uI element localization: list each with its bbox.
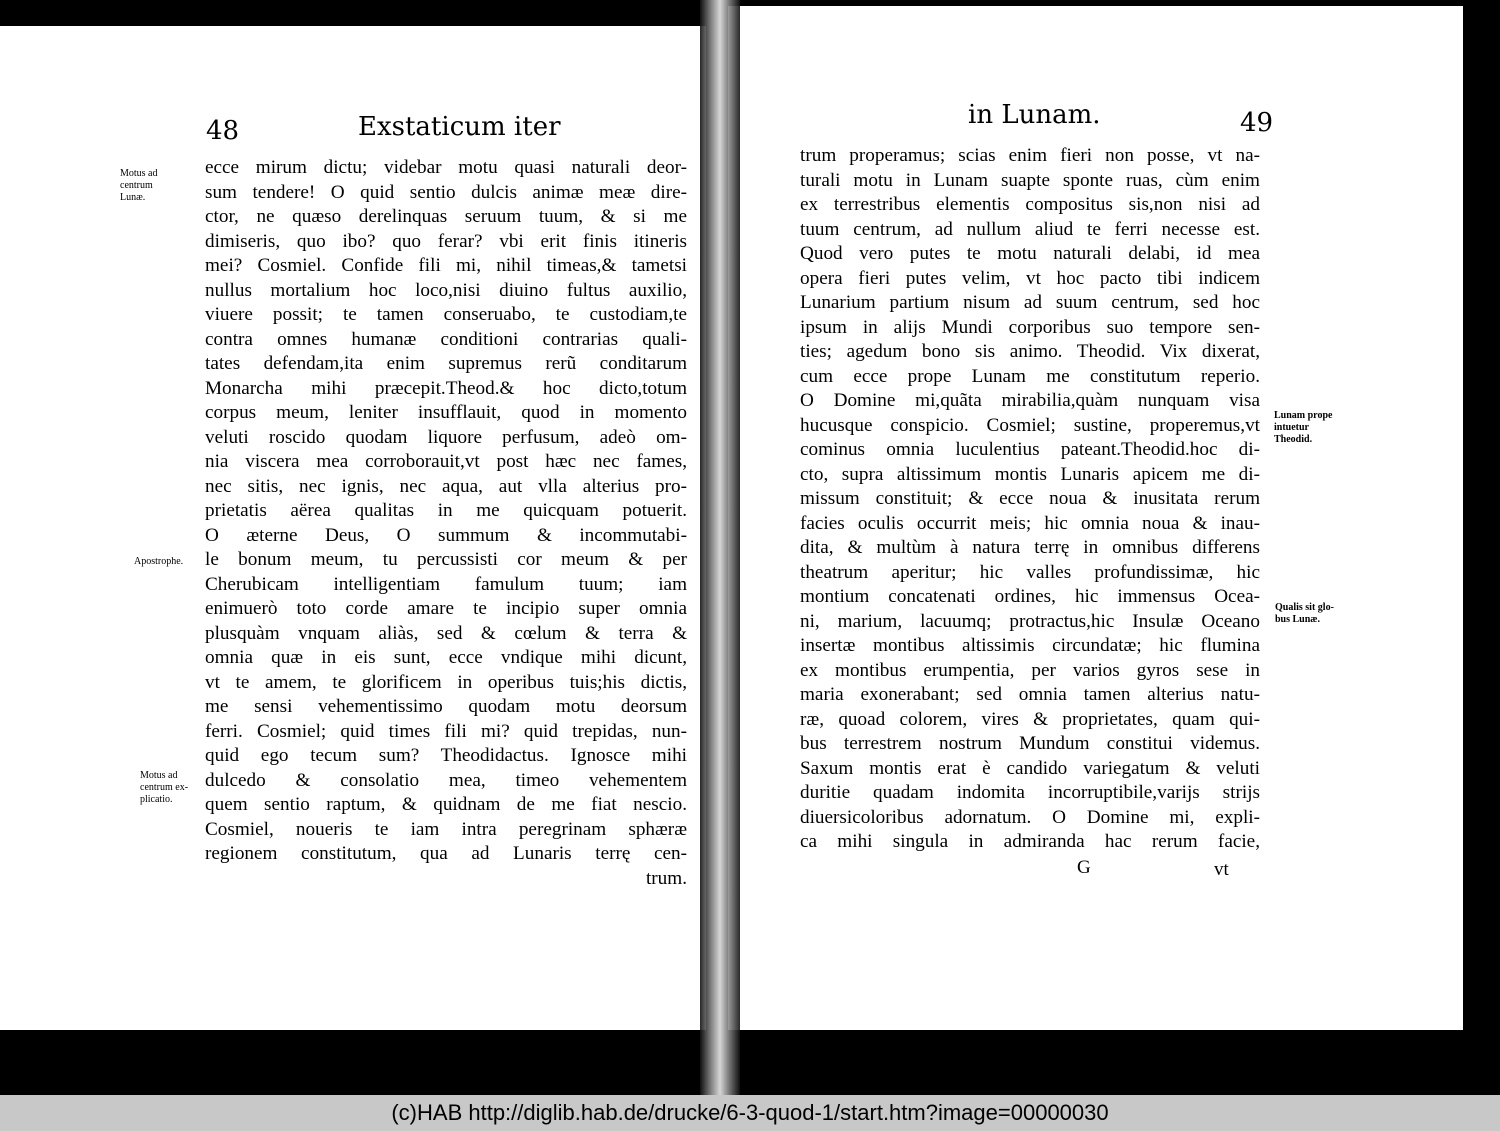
- marginal-note-line: Qualis sit glo-: [1275, 602, 1334, 613]
- text-line: missum constituit; & ecce noua & inusitata rerum: [800, 488, 1260, 509]
- text-line: veluti roscido quodam liquore perfusum, adeò om-: [205, 426, 687, 448]
- text-line: theatrum aperitur; hic valles profundissimæ, hic: [800, 561, 1260, 583]
- text-line: cum ecce prope Lunam me constitutum reperio.: [800, 365, 1260, 387]
- text-block: [205, 156, 687, 891]
- text-line: montium concatenati ordines, hic immensus Ocea-: [800, 586, 1260, 607]
- text-line: Cosmiel, noueris te iam intra peregrinam sphæræ: [205, 818, 687, 840]
- text-line: dita, & multùm à natura terrę in omnibus differens: [800, 537, 1260, 558]
- text-line: Saxum montis erat è candido variegatum & veluti: [800, 757, 1260, 779]
- text-line: cto, supra altissimum montis Lunaris apicem me di-: [800, 463, 1260, 485]
- text-line: ca mihi singula in admiranda hac rerum facie,: [800, 831, 1260, 852]
- marginal-note-line: centrum: [120, 180, 153, 191]
- marginal-note-line: plicatio.: [140, 794, 173, 805]
- page-number: 49: [1240, 108, 1274, 138]
- marginal-note-line: bus Lunæ.: [1275, 614, 1321, 625]
- text-line: O Domine mi,quãta mirabilia,quàm nunquam visa: [800, 390, 1260, 411]
- text-line: dulcedo & consolatio mea, timeo vehementem: [205, 769, 687, 791]
- catchword: vt: [1214, 859, 1229, 880]
- text-line: facies oculis occurrit meis; hic omnia noua & inau-: [800, 512, 1260, 534]
- copyright-text: (c)HAB http://diglib.hab.de/drucke/6-3-quod-1/start.htm?image=00000030: [391, 1100, 1109, 1125]
- text-line: Lunarium partium nisum ad suum centrum, sed hoc: [800, 292, 1260, 313]
- text-line: dimiseris, quo ibo? quo ferar? vbi erit finis itineris: [205, 230, 687, 252]
- text-line: quem sentio raptum, & quidnam de me fiat nescio.: [205, 794, 687, 815]
- text-line: tates defendam,ita enim supremus rerũ conditarum: [205, 353, 687, 374]
- text-line: nullus mortalium hoc loco,nisi diuino fultus auxilio,: [205, 279, 687, 301]
- text-line: ni, marium, lacuumq; protractus,hic Insulæ Oceano: [800, 610, 1260, 632]
- marginal-note-line: Theodid.: [1274, 434, 1313, 445]
- text-line: sum tendere! O quid sentio dulcis animæ meæ dire-: [205, 181, 687, 203]
- text-line: Monarcha mihi præcepit.Theod.& hoc dicto,totum: [205, 377, 687, 399]
- text-line: me sensi vehementissimo quodam motu deorsum: [205, 696, 687, 717]
- marginal-note-line: Motus ad: [120, 168, 158, 179]
- marginal-note: [1274, 410, 1332, 446]
- text-line: enimuerò toto corde amare te incipio super omnia: [205, 598, 687, 619]
- marginal-note-line: Lunæ.: [120, 192, 146, 203]
- text-line: hucusque conspicio. Cosmiel; sustine, properemus,vt: [800, 414, 1260, 436]
- text-line: regionem constitutum, qua ad Lunaris terrę cen-: [205, 843, 687, 864]
- page-number: 48: [206, 116, 240, 146]
- text-line: Quod vero putes te motu naturali delabi, id mea: [800, 243, 1260, 264]
- text-line: ræ, quoad colorem, vires & proprietates, quam qui-: [800, 708, 1260, 730]
- marginal-note: [134, 556, 183, 568]
- text-line: insertæ montibus altissimis circundatæ; hic flumina: [800, 635, 1260, 656]
- marginal-note: [120, 168, 158, 204]
- text-line: nia viscera mea corroborauit,vt post hæc nec fames,: [205, 451, 687, 472]
- marginal-note-line: Apostrophe.: [134, 556, 184, 567]
- text-line: ipsum in alijs Mundi corporibus suo tempore sen-: [800, 316, 1260, 338]
- text-line: diuersicoloribus adornatum. O Domine mi, expli-: [800, 806, 1260, 828]
- catchword: trum.: [645, 867, 687, 889]
- text-line: mei? Cosmiel. Confide fili mi, nihil timeas,& tametsi: [205, 255, 687, 276]
- text-line: plusquàm vnquam aliàs, sed & cœlum & terra &: [205, 622, 687, 644]
- text-line: ctor, ne quæso derelinquas seruum tuum, & si me: [205, 206, 687, 227]
- marginal-note: [140, 770, 188, 806]
- text-line: tuum centrum, ad nullum aliud te ferri necesse est.: [800, 218, 1260, 240]
- text-line: bus terrestrem nostrum Mundum constitui videmus.: [800, 733, 1260, 754]
- text-line: turali motu in Lunam suapte sponte ruas, cùm enim: [800, 169, 1260, 191]
- text-line: duritie quadam indomita incorruptibile,varijs strijs: [800, 782, 1260, 803]
- text-line: ecce mirum dictu; videbar motu quasi naturali deor-: [205, 157, 687, 178]
- text-line: contra omnes humanæ conditioni contrarias quali-: [205, 328, 687, 350]
- text-line: ferri. Cosmiel; quid times fili mi? quid trepidas, nun-: [205, 720, 687, 742]
- text-line: prietatis aërea qualitas in me quicquam potuerit.: [205, 500, 687, 521]
- text-line: ex montibus erumpentia, per varios gyros sese in: [800, 659, 1260, 681]
- text-line: O æterne Deus, O summum & incommutabi-: [205, 524, 687, 546]
- marginal-note-line: centrum ex-: [140, 782, 189, 793]
- text-line: omnia quæ in eis sunt, ecce vndique mihi dicunt,: [205, 647, 687, 668]
- text-line: le bonum meum, tu percussisti cor meum & per: [205, 549, 687, 570]
- text-line: vt te amem, te glorificem in operibus tuis;his dictis,: [205, 671, 687, 693]
- left-page: [0, 26, 706, 1030]
- text-line: opera fieri putes velim, vt hoc pacto tibi indicem: [800, 267, 1260, 289]
- marginal-note-line: Motus ad: [140, 770, 178, 781]
- text-line: nec sitis, nec ignis, nec aqua, aut vlla alterius pro-: [205, 475, 687, 497]
- text-line: viuere possit; te tamen conseruabo, te custodiam,te: [205, 304, 687, 325]
- text-line: corpus meum, leniter insufflauit, quod in momento: [205, 402, 687, 423]
- text-block: [800, 144, 1260, 855]
- text-line: ex terrestribus elementis compositus sis,non nisi ad: [800, 194, 1260, 215]
- text-line: trum properamus; scias enim fieri non posse, vt na-: [800, 145, 1260, 166]
- marginal-note-line: intuetur: [1274, 422, 1309, 433]
- text-line: maria exonerabant; sed omnia tamen alterius natu-: [800, 684, 1260, 705]
- right-page: [728, 6, 1463, 1030]
- marginal-note-line: Lunam prope: [1274, 410, 1333, 421]
- text-line: cominus omnia luculentius pateant.Theodid.hoc di-: [800, 439, 1260, 460]
- text-line: Cherubicam intelligentiam famulum tuum; iam: [205, 573, 687, 595]
- copyright-footer: [0, 1095, 1500, 1131]
- book-gutter: [700, 0, 740, 1095]
- text-line: quid ego tecum sum? Theodidactus. Ignosce mihi: [205, 745, 687, 766]
- running-title: in Lunam.: [968, 100, 1101, 130]
- text-line: ties; agedum bono sis animo. Theodid. Vix dixerat,: [800, 341, 1260, 362]
- marginal-note: [1275, 602, 1334, 626]
- running-title: Exstaticum iter: [358, 112, 561, 142]
- signature-mark: G: [1077, 857, 1091, 878]
